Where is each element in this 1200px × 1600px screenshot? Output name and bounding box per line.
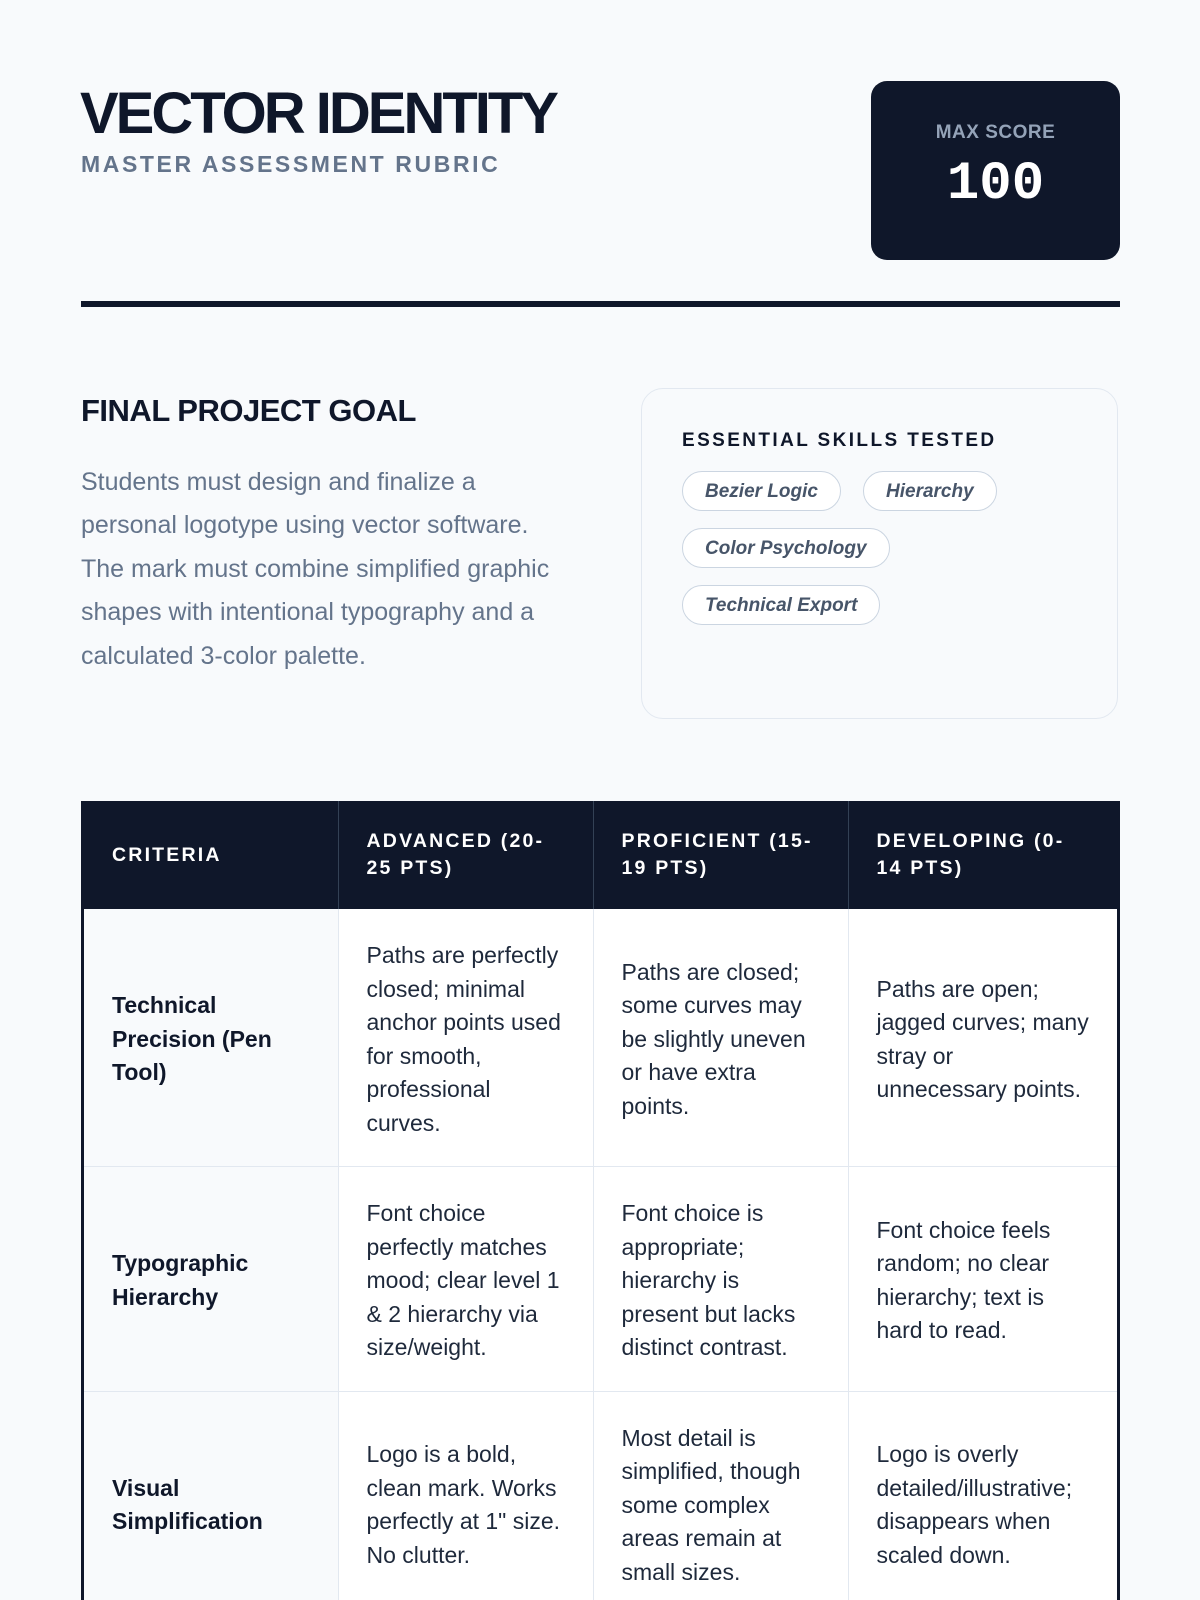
column-header-proficient: PROFICIENT (15-19 PTS) bbox=[593, 801, 848, 909]
rubric-table bbox=[84, 801, 1117, 1600]
developing-cell: Font choice feels random; no clear hierarchy; text is hard to read. bbox=[848, 1167, 1117, 1392]
criteria-cell: Visual Simplification bbox=[84, 1391, 338, 1600]
page-subtitle: MASTER ASSESSMENT RUBRIC bbox=[81, 151, 501, 177]
skill-tag: Color Psychology bbox=[682, 528, 890, 568]
proficient-cell: Paths are closed; some curves may be slightly uneven or have extra points. bbox=[593, 909, 848, 1167]
column-header-developing: DEVELOPING (0-14 PTS) bbox=[848, 801, 1117, 909]
rubric-table-container bbox=[81, 801, 1120, 1600]
proficient-cell: Most detail is simplified, though some complex areas remain at small sizes. bbox=[593, 1391, 848, 1600]
table-header-row bbox=[84, 801, 1117, 909]
table-row bbox=[84, 909, 1117, 1167]
proficient-cell: Font choice is appropriate; hierarchy is present but lacks distinct contrast. bbox=[593, 1167, 848, 1392]
max-score-label: MAX SCORE bbox=[935, 122, 1056, 143]
header-divider bbox=[81, 301, 1120, 307]
goal-description: Students must design and finalize a personal logotype using vector software. The mark must combine simplified graphic shapes with intentional typography and a calculated 3-color palette. bbox=[81, 468, 550, 670]
criteria-cell: Technical Precision (Pen Tool) bbox=[84, 909, 338, 1167]
developing-cell: Logo is overly detailed/illustrative; disappears when scaled down. bbox=[848, 1391, 1117, 1600]
developing-cell: Paths are open; jagged curves; many stray or unnecessary points. bbox=[848, 909, 1117, 1167]
max-score-value: 100 bbox=[946, 154, 1045, 215]
column-header-criteria: CRITERIA bbox=[84, 801, 338, 909]
skills-card bbox=[641, 388, 1118, 719]
advanced-cell: Paths are perfectly closed; minimal anchor points used for smooth, professional curves. bbox=[338, 909, 593, 1167]
column-header-advanced: ADVANCED (20-25 PTS) bbox=[338, 801, 593, 909]
advanced-cell: Logo is a bold, clean mark. Works perfectly at 1" size. No clutter. bbox=[338, 1391, 593, 1600]
criteria-cell: Typographic Hierarchy bbox=[84, 1167, 338, 1392]
skill-tag: Bezier Logic bbox=[682, 471, 841, 511]
max-score-card bbox=[871, 81, 1120, 260]
table-row bbox=[84, 1391, 1117, 1600]
table-row bbox=[84, 1167, 1117, 1392]
skill-tag: Technical Export bbox=[682, 585, 880, 625]
skill-tag: Hierarchy bbox=[863, 471, 997, 511]
advanced-cell: Font choice perfectly matches mood; clear level 1 & 2 hierarchy via size/weight. bbox=[338, 1167, 593, 1392]
skills-heading: ESSENTIAL SKILLS TESTED bbox=[682, 430, 997, 451]
goal-heading: FINAL PROJECT GOAL bbox=[81, 393, 416, 428]
page-title: VECTOR IDENTITY bbox=[80, 81, 556, 146]
